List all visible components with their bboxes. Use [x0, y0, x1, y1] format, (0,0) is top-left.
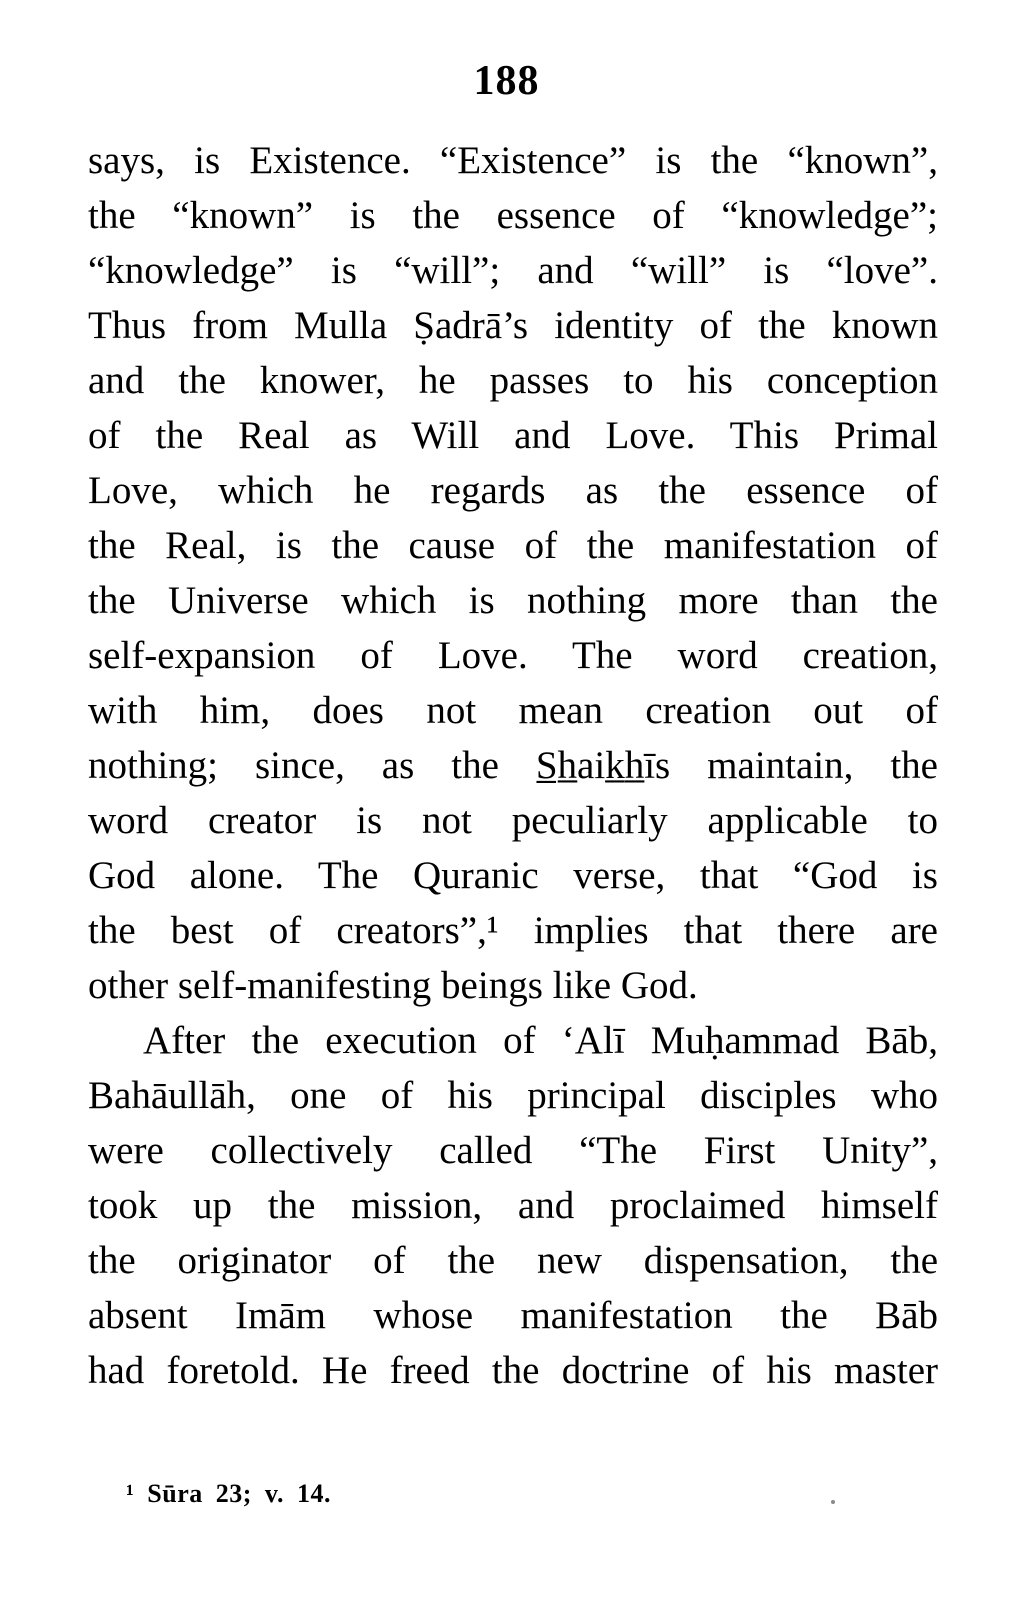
body-line: word creator is not peculiarly applicable to [88, 799, 938, 842]
body-line: the best of creators”,¹ implies that there are [88, 909, 938, 952]
body-line: self-expansion of Love. The word creation, [88, 634, 938, 677]
footnote: ¹ Sūra 23; v. 14. [126, 1479, 331, 1508]
body-line: God alone. The Quranic verse, that “God is [88, 854, 938, 897]
body-line: and the knower, he passes to his conception [88, 359, 938, 402]
body-line: the Universe which is nothing more than the [88, 579, 938, 622]
body-line: absent Imām whose manifestation the Bāb [88, 1294, 938, 1337]
body-line: took up the mission, and proclaimed himself [88, 1184, 938, 1227]
body-text-block [88, 133, 938, 1398]
body-line-paragraph-end: other self-manifesting beings like God. [88, 964, 698, 1007]
page-number: 188 [473, 58, 540, 104]
body-line: of the Real as Will and Love. This Primal [88, 414, 938, 457]
body-line: the “known” is the essence of “knowledge”; [88, 194, 938, 237]
scan-artifact-dot [831, 1500, 835, 1504]
body-line: “knowledge” is “will”; and “will” is “love”. [88, 249, 938, 292]
body-line: Love, which he regards as the essence of [88, 469, 938, 512]
body-line: the Real, is the cause of the manifestation of [88, 524, 938, 567]
body-line: with him, does not mean creation out of [88, 689, 938, 732]
body-line: Thus from Mulla Ṣadrā’s identity of the known [88, 304, 938, 347]
body-line: Bahāullāh, one of his principal disciples who [88, 1074, 938, 1117]
body-line: were collectively called “The First Unity”, [88, 1129, 938, 1172]
body-line: says, is Existence. “Existence” is the “known”, [88, 139, 938, 182]
body-line: had foretold. He freed the doctrine of his master [88, 1349, 938, 1392]
body-line: the originator of the new dispensation, the [88, 1239, 938, 1282]
body-line: nothing; since, as the S̲h̲aik̲h̲īs maintain, the [88, 744, 938, 787]
body-line-paragraph-start: After the execution of ‘Alī Muḥammad Bāb, [143, 1019, 938, 1062]
